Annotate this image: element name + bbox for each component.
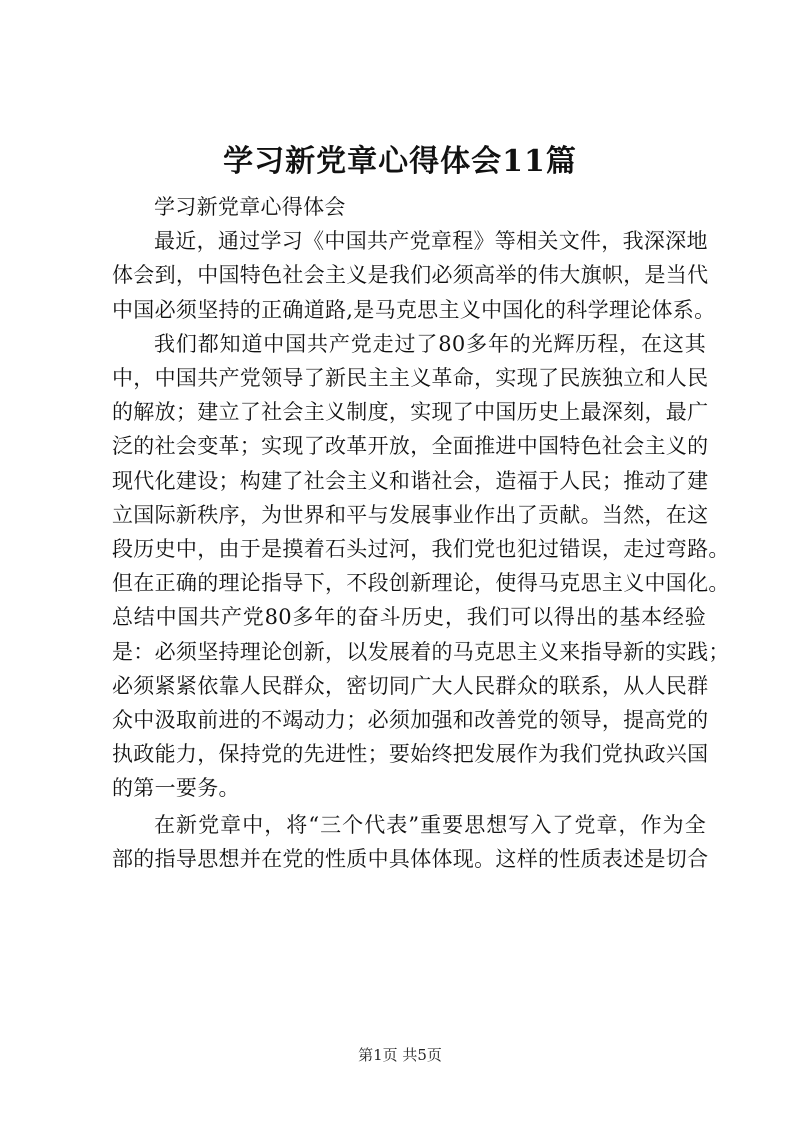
paragraph-2-line-14: 的第一要务。 [112, 776, 240, 801]
paragraph-2-line-2: 中，中国共产党领导了新民主主义革命，实现了民族独立和人民 [112, 366, 709, 391]
paragraph-2-line-1: 我们都知道中国共产党走过了80多年的光辉历程，在这其 [154, 331, 706, 356]
paragraph-3-line-2: 部的指导思想并在党的性质中具体体现。这样的性质表述是切合 [112, 846, 709, 871]
paragraph-1-line-3: 中国必须坚持的正确道路,是马克思主义中国化的科学理论体系。 [112, 297, 716, 322]
paragraph-2-line-5: 现代化建设；构建了社会主义和谐社会，造福于人民；推动了建 [112, 468, 709, 493]
paragraph-2-line-4: 泛的社会变革；实现了改革开放，全面推进中国特色社会主义的 [112, 434, 709, 459]
paragraph-1-line-2: 体会到，中国特色社会主义是我们必须高举的伟大旗帜，是当代 [112, 263, 709, 288]
document-body [112, 190, 730, 876]
paragraph-2-line-6: 立国际新秩序，为世界和平与发展事业作出了贡献。当然，在这 [112, 502, 709, 527]
paragraph-2-line-11: 必须紧紧依靠人民群众，密切同广大人民群众的联系，从人民群 [112, 673, 709, 698]
paragraph-2-line-8: 但在正确的理论指导下，不段创新理论，使得马克思主义中国化。 [112, 571, 730, 596]
paragraph-2-line-13: 执政能力，保持党的先进性；要始终把发展作为我们党执政兴国 [112, 742, 709, 767]
paragraph-1-line-1: 最近，通过学习《中国共产党章程》等相关文件，我深深地 [154, 229, 708, 254]
paragraph-3-line-1: 在新党章中，将“三个代表”重要思想写入了党章，作为全 [154, 812, 706, 837]
paragraph-2-line-3: 的解放；建立了社会主义制度，实现了中国历史上最深刻，最广 [112, 400, 709, 425]
paragraph-3 [112, 808, 709, 876]
paragraph-2-line-12: 众中汲取前进的不竭动力；必须加强和改善党的领导，提高党的 [112, 708, 709, 733]
page-footer: 第1页 共5页 [358, 1046, 442, 1064]
paragraph-2-line-7: 段历史中，由于是摸着石头过河，我们党也犯过错误，走过弯路。 [112, 537, 730, 562]
paragraph-2-line-9: 总结中国共产党80多年的奋斗历史，我们可以得出的基本经验 [112, 605, 706, 630]
paragraph-2 [112, 327, 730, 806]
document-subtitle: 学习新党章心得体会 [154, 195, 346, 219]
paragraph-1 [112, 224, 716, 327]
document-title: 学习新党章心得体会11篇 [223, 144, 577, 179]
paragraph-2-line-10: 是：必须坚持理论创新，以发展着的马克思主义来指导新的实践； [112, 639, 730, 664]
